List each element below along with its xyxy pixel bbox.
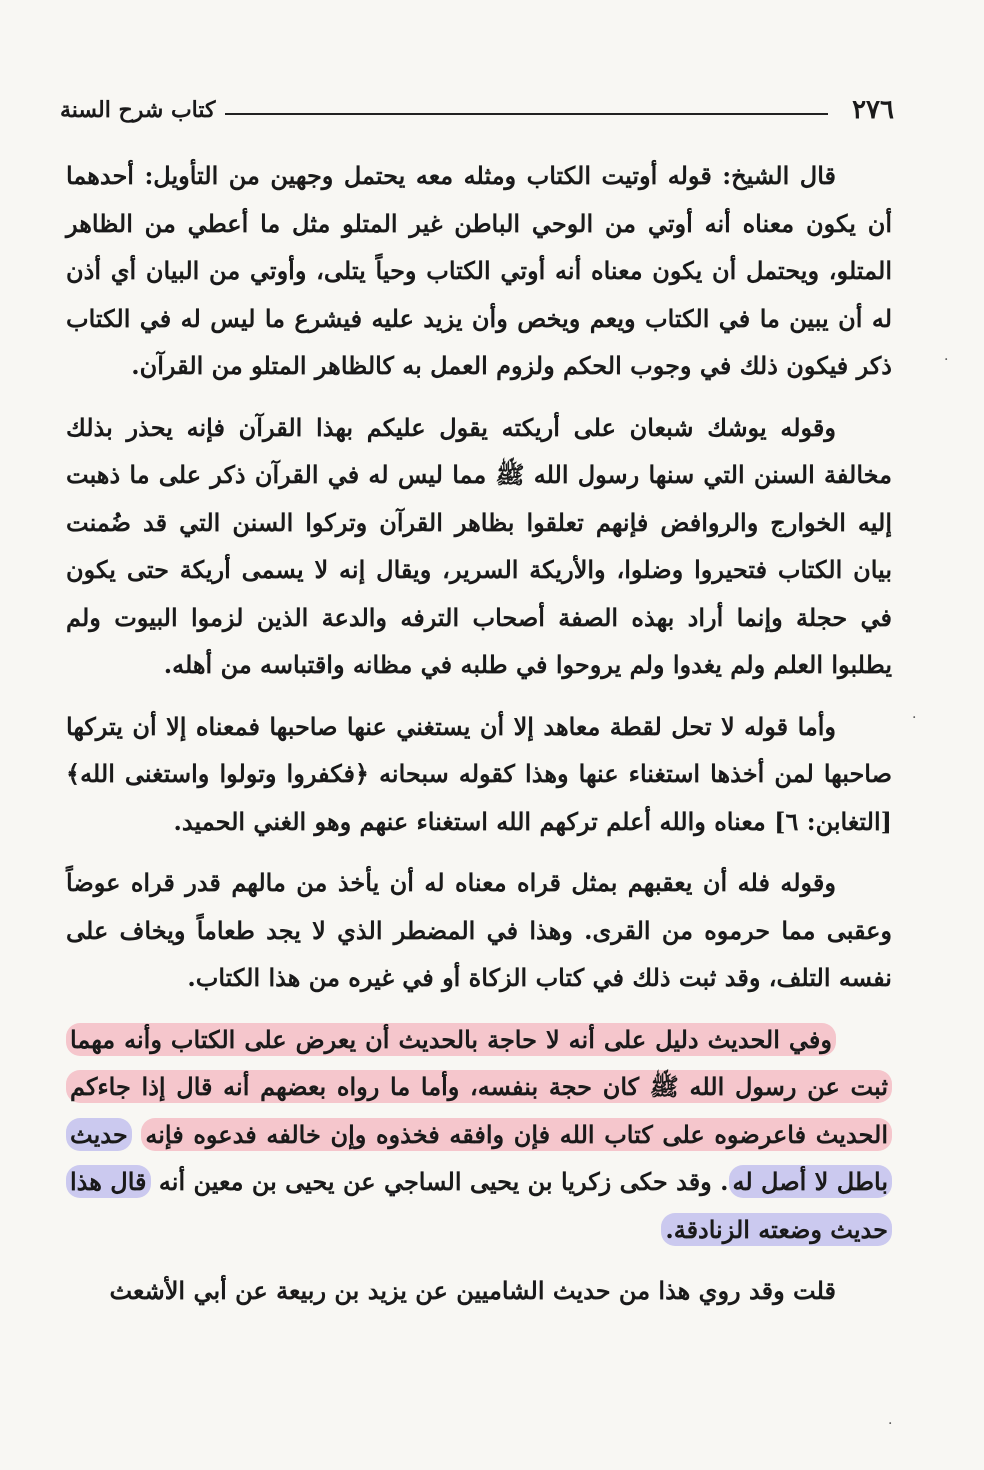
margin-mark: · bbox=[888, 1416, 893, 1432]
paragraph-5-highlighted bbox=[66, 1016, 892, 1254]
header-rule bbox=[225, 113, 828, 115]
blue-highlight-1: حديث باطل لا أصل له bbox=[66, 1118, 892, 1199]
paragraph-1: قال الشيخ: قوله أوتيت الكتاب ومثله معه يحتمل وجهين من التأويل: أحدهما أن يكون معناه أنه أوتي من الوحي الباطن غير المتلو مثل ما أعطي من الظاهر المتلو، ويحتمل أن يكون معناه أنه أوتي الكتاب وحياً يتلى، وأوتي من البيان أي أذن له أن يبين ما في الكتاب ويعم ويخص وأن يزيد عليه فيشرع ما ليس له في الكتاب ذكر فيكون ذلك في وجوب الحكم ولزوم العمل به كالظاهر المتلو من القرآن. bbox=[66, 161, 892, 380]
page-header bbox=[60, 92, 894, 132]
paragraph-4: وقوله فله أن يعقبهم بمثل قراه معناه له أن يأخذ من مالهم قدر قراه عوضاً وعقبى مما حرموه من القرى. وهذا في المضطر الذي لا يجد طعاماً ويخاف على نفسه التلف، وقد ثبت ذلك في كتاب الزكاة أو في غيره من هذا الكتاب. bbox=[66, 868, 892, 992]
paragraph-6: قلت وقد روي هذا من حديث الشاميين عن يزيد بن ربيعة عن أبي الأشعث bbox=[109, 1276, 836, 1305]
page-number: ٢٧٦ bbox=[852, 95, 894, 125]
margin-mark: · bbox=[912, 710, 917, 726]
paragraph-5-middle: . وقد حكى زكريا بن يحيى الساجي عن يحيى بن معين أنه bbox=[158, 1167, 729, 1196]
paragraph-3: وأما قوله لا تحل لقطة معاهد إلا أن يستغني عنها صاحبها فمعناه إلا أن يتركها صاحبها لمن أخذها استغناء عنها وهذا كقوله سبحانه ﴿فكفروا وتولوا واستغنى الله﴾ [التغابن: ٦] معناه والله أعلم تركهم الله استغناء عنهم وهو الغني الحميد. bbox=[66, 711, 892, 836]
page-body bbox=[66, 152, 892, 1329]
blue-highlight-2: قال هذا حديث وضعته الزنادقة. bbox=[66, 1165, 892, 1246]
book-title: كتاب شرح السنة bbox=[60, 97, 216, 123]
paragraph-2: وقوله يوشك شبعان على أريكته يقول عليكم بهذا القرآن فإنه يحذر بذلك مخالفة السنن التي سنها رسول الله ﷺ مما ليس له في القرآن ذكر على ما ذهبت إليه الخوارج والروافض فإنهم تعلقوا بظاهر القرآن وتركوا السنن التي قد ضُمنت بيان الكتاب فتحيروا وضلوا، والأريكة السرير، ويقال إنه لا يسمى أريكة حتى يكون في حجلة وإنما أراد بهذه الصفة أصحاب الترفه والدعة الذين لزموا البيوت ولم يطلبوا العلم ولم يغدوا ولم يروحوا في طلبه في مظانه واقتباسه من أهله. bbox=[66, 412, 892, 679]
margin-mark: · bbox=[944, 352, 949, 368]
pink-highlight: وفي الحديث دليل على أنه لا حاجة بالحديث أن يعرض على الكتاب وأنه مهما ثبت عن رسول الله ﷺ كان حجة بنفسه، وأما ما رواه بعضهم أنه قال إذا جاءكم الحديث فاعرضوه على كتاب الله فإن وافقه فخذوه وإن خالفه فدعوه فإنه bbox=[66, 1023, 892, 1151]
